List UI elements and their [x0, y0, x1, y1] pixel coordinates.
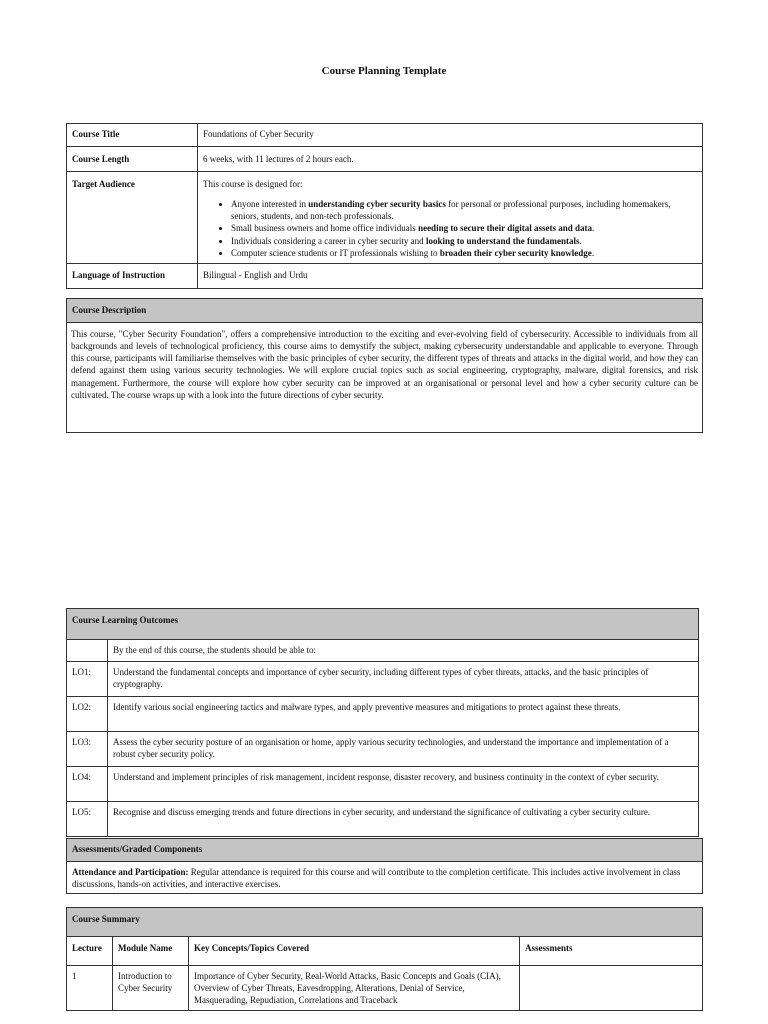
audience-item-text: Individuals considering a career in cyber security and	[231, 235, 426, 246]
assessments-text: Regular attendance is required for this course and will contribute to the completion certificate. This includes active involvement in class discussions, hands-on activities, and interactive exercises.	[72, 867, 681, 890]
outcome-text: Understand the fundamental concepts and importance of cyber security, including different types of cyber threats, attacks, and the basic principles of cryptography.	[108, 662, 699, 697]
outcome-id: LO3:	[67, 732, 108, 767]
audience-intro: This course is designed for:	[203, 179, 303, 189]
audience-item-text: .	[579, 235, 582, 246]
outcome-text: Understand and implement principles of risk management, incident response, disaster recovery, and business continuity in the context of cyber security.	[108, 767, 699, 802]
course-length-value: 6 weeks, with 11 lectures of 2 hours each.	[198, 147, 703, 172]
outcome-row	[67, 767, 699, 802]
course-title-row	[67, 124, 703, 147]
outcomes-intro-blank	[67, 640, 108, 662]
outcome-row	[67, 732, 699, 767]
summary-heading-row	[67, 908, 703, 937]
outcome-row	[67, 697, 699, 732]
audience-item-text: Small business owners and home office individuals	[231, 223, 419, 234]
course-length-row	[67, 147, 703, 172]
document-title: Course Planning Template	[321, 65, 447, 77]
outcome-text: Assess the cyber security posture of an organisation or home, apply various security technologies, and understand the importance and implementation of a robust cyber security policy.	[108, 732, 699, 767]
course-description-table	[66, 298, 703, 433]
outcome-row	[67, 802, 699, 837]
target-audience-row	[67, 172, 703, 264]
description-heading: Course Description	[67, 299, 703, 323]
audience-item-emphasis: broaden their cyber security knowledge	[439, 247, 592, 258]
course-title-value: Foundations of Cyber Security	[198, 124, 703, 147]
assessments-table	[66, 838, 703, 894]
column-header-topics: Key Concepts/Topics Covered	[189, 937, 520, 966]
description-heading-row	[67, 299, 703, 323]
audience-item-text: Anyone interested in	[231, 199, 309, 210]
audience-item-emphasis: understanding cyber security basics	[308, 199, 446, 210]
audience-item	[231, 222, 697, 234]
column-header-module: Module Name	[113, 937, 189, 966]
assessments-heading-row	[67, 839, 703, 862]
audience-item-text: .	[592, 223, 595, 234]
course-info-table	[66, 123, 703, 289]
course-summary-table	[66, 907, 703, 1011]
outcome-id: LO2:	[67, 697, 108, 732]
audience-item-emphasis: looking to understand the fundamentals	[425, 235, 580, 246]
outcomes-intro: By the end of this course, the students should be able to:	[108, 640, 699, 662]
outcome-id: LO1:	[67, 662, 108, 697]
assessments-body	[67, 862, 703, 894]
audience-item	[231, 247, 697, 259]
summary-heading: Course Summary	[67, 908, 703, 937]
outcomes-heading-row	[67, 609, 699, 640]
language-row	[67, 264, 703, 289]
course-length-label: Course Length	[67, 147, 198, 172]
module-name: Introduction to Cyber Security	[113, 966, 189, 1011]
audience-item-text: for personal or professional purposes, including homemakers, seniors, students, and non-tech professionals.	[231, 199, 671, 222]
language-value: Bilingual - English and Urdu	[198, 264, 703, 289]
assessments-label: Attendance and Participation:	[72, 867, 189, 877]
learning-outcomes-table	[66, 608, 699, 837]
summary-column-headers	[67, 937, 703, 966]
assessments-heading: Assessments/Graded Components	[67, 839, 703, 862]
assessments-body-row	[67, 862, 703, 894]
audience-item-emphasis: needing to secure their digital assets and data	[418, 223, 592, 234]
outcome-id: LO4:	[67, 767, 108, 802]
column-header-lecture: Lecture	[67, 937, 113, 966]
outcome-text: Recognise and discuss emerging trends and future directions in cyber security, and understand the significance of cultivating a cyber security culture.	[108, 802, 699, 837]
course-title-label: Course Title	[67, 124, 198, 147]
outcome-row	[67, 662, 699, 697]
outcomes-heading: Course Learning Outcomes	[67, 609, 699, 640]
language-label: Language of Instruction	[67, 264, 198, 289]
outcomes-intro-row	[67, 640, 699, 662]
target-audience-value	[198, 172, 703, 264]
outcome-id: LO5:	[67, 802, 108, 837]
topics-covered: Importance of Cyber Security, Real-World Attacks, Basic Concepts and Goals (CIA), Overview of Cyber Threats, Eavesdropping, Alterations, Denial of Service, Masquerading, Repudiation, Correlations and Traceback	[189, 966, 520, 1011]
outcome-text: Identify various social engineering tactics and malware types, and apply preventive measures and mitigations to protect against these threats.	[108, 697, 699, 732]
audience-item	[231, 198, 697, 222]
description-body-row	[67, 323, 703, 433]
table-row	[67, 966, 703, 1011]
audience-item-text: Computer science students or IT professionals wishing to	[231, 247, 440, 258]
audience-list	[203, 198, 697, 259]
lecture-number: 1	[67, 966, 113, 1011]
lecture-assessment	[520, 966, 703, 1011]
description-text: This course, "Cyber Security Foundation", offers a comprehensive introduction to the exciting and ever-evolving field of cybersecurity. Accessible to individuals from all backgrounds and levels of technological proficiency, this course aims to demystify the subject, making cybersecurity understandable and applicable to everyone. Through this course, participants will familiarise themselves with the basic principles of cyber security, the different types of threats and attacks in the digital world, and how they can defend against them using various security technologies. We will explore crucial topics such as social engineering, cryptography, malware, digital forensics, and risk management. Furthermore, the course will explore how cyber security can be improved at an organisational or personal level and how a cyber security culture can be cultivated. The course wraps up with a look into the future directions of cyber security.	[67, 323, 703, 433]
audience-item	[231, 235, 697, 247]
audience-item-text: .	[591, 247, 595, 258]
target-audience-label: Target Audience	[67, 172, 198, 264]
column-header-assessments: Assessments	[520, 937, 703, 966]
